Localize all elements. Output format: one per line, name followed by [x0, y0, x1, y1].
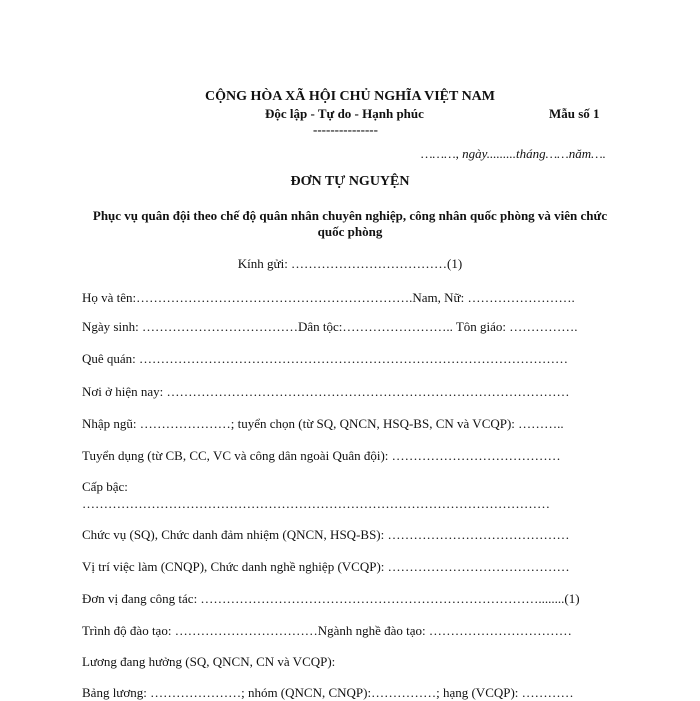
field-work-unit: Đơn vị đang công tác: ……………………………………………………………………........(1) [82, 591, 580, 606]
field-position: Chức vụ (SQ), Chức danh đảm nhiệm (QNCN, HSQ-BS): …………………………………… [82, 527, 570, 542]
motto-underline: --------------- [313, 122, 378, 137]
field-birth-date: Ngày sinh: ………………………………Dân tộc:…………………….. Tôn giáo: ……………. [82, 319, 578, 334]
document-subtitle: Phục vụ quân đội theo chế độ quân nhân chuyên nghiệp, công nhân quốc phòng và viên chức quốc phòng [92, 208, 608, 239]
field-recruitment: Tuyển dụng (từ CB, CC, VC và công dân ngoài Quân đội): ………………………………… [82, 448, 561, 463]
document-title: ĐƠN TỰ NGUYỆN [290, 174, 410, 189]
field-rank-dots: ……………………………………………………………………………………………… [82, 496, 550, 511]
place-date-line: ………, ngày.........tháng……năm…. [421, 146, 606, 161]
field-full-name: Họ và tên:……………………………………………………….Nam, Nữ: ……………………. [82, 290, 575, 305]
greeting-line: Kính gửi: ………………………………(1) [237, 256, 463, 271]
nation-heading: CỘNG HÒA XÃ HỘI CHỦ NGHĨA VIỆT NAM [204, 89, 495, 104]
field-current-address: Nơi ở hiện nay: ………………………………………………………………………………… [82, 384, 570, 399]
form-number: Mẫu số 1 [549, 106, 600, 121]
motto: Độc lập - Tự do - Hạnh phúc [265, 106, 424, 121]
field-job-position: Vị trí việc làm (CNQP), Chức danh nghề nghiệp (VCQP): …………………………………… [82, 559, 570, 574]
field-salary-table: Bảng lương: …………………; nhóm (QNCN, CNQP):……………; hạng (VCQP): ………… [82, 685, 574, 700]
field-rank: Cấp bậc: [82, 479, 128, 494]
field-education: Trình độ đào tạo: ……………………………Ngành nghề đào tạo: …………………………… [82, 623, 572, 638]
field-enlistment: Nhập ngũ: …………………; tuyển chọn (từ SQ, QNCN, HSQ-BS, CN và VCQP): ……….. [82, 416, 564, 431]
field-salary: Lương đang hưởng (SQ, QNCN, CN và VCQP): [82, 654, 336, 669]
field-hometown: Quê quán: ……………………………………………………………………………………… [82, 351, 569, 366]
